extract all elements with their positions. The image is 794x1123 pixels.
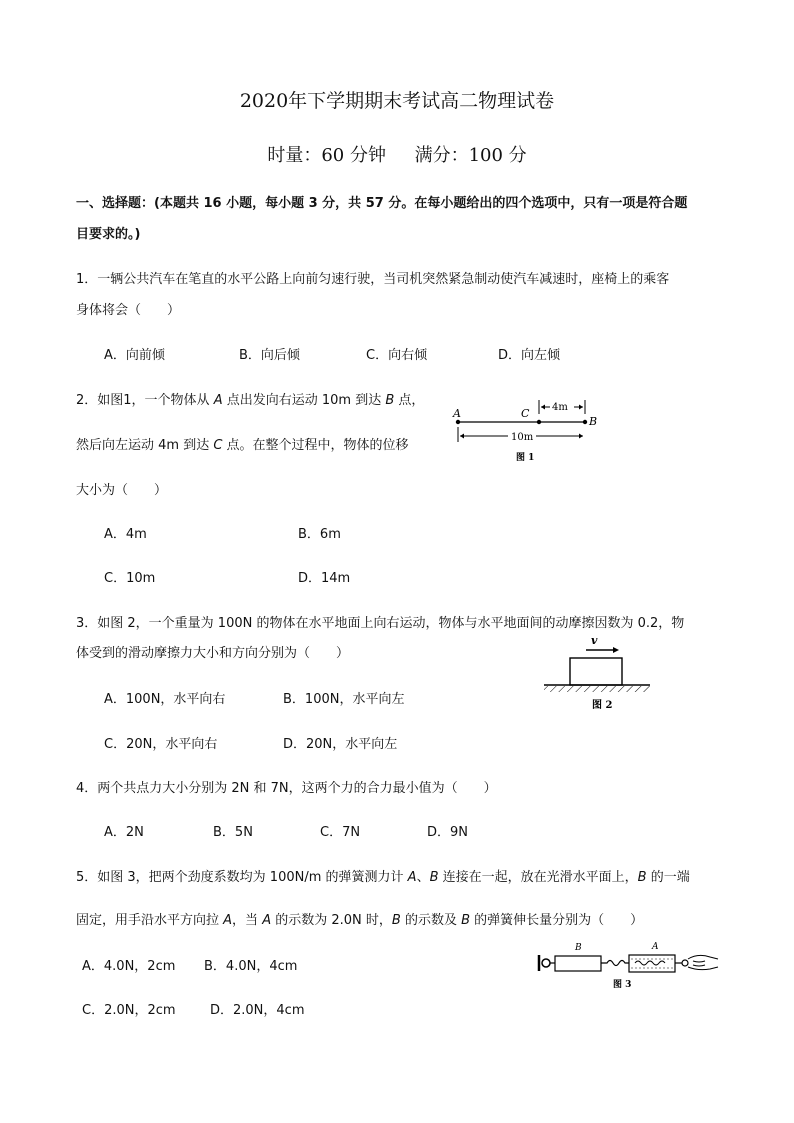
q2-option-c[interactable]: C．10m xyxy=(104,571,156,586)
fig3-label-a: A xyxy=(652,942,659,952)
q5-option-c[interactable]: C．2.0N，2cm xyxy=(82,1003,176,1018)
full-score: 满分：100 分 xyxy=(414,145,527,166)
q5-option-b[interactable]: B．4.0N，4cm xyxy=(204,959,298,974)
q4-option-c[interactable]: C．7N xyxy=(320,825,361,840)
time-limit: 时量：60 分钟 xyxy=(267,145,386,166)
block xyxy=(570,658,622,685)
fig3-label-b: B xyxy=(575,943,582,953)
q1-option-a[interactable]: A．向前倾 xyxy=(104,348,165,363)
exam-title: 2020年下学期期末考试高二物理试卷 xyxy=(239,90,555,112)
section-heading-line1: 一、选择题：(本题共 16 小题，每小题 3 分，共 57 分。在每小题给出的四个选项中，只有一项是符合题 xyxy=(76,196,688,211)
q5-stem-line2: 固定，用手沿水平方向拉 A，当 A 的示数为 2.0N 时，B 的示数及 B 的弹簧伸长量分别为（ ） xyxy=(76,913,644,928)
fig2-caption: 图 2 xyxy=(592,700,613,711)
figure-1-line-segment xyxy=(448,394,608,464)
fig1-caption: 图 1 xyxy=(516,453,535,463)
figure-3-spring-scales xyxy=(535,937,720,993)
figure-2-block-on-ground xyxy=(542,632,652,714)
fig1-label-a: A xyxy=(453,407,461,420)
fig1-length-4m: 4m xyxy=(552,402,568,413)
q1-option-b[interactable]: B．向后倾 xyxy=(239,348,300,363)
q2-stem-line3: 大小为（ ） xyxy=(76,483,168,498)
hand-icon xyxy=(688,955,718,969)
q1-option-d[interactable]: D．向左倾 xyxy=(498,348,561,363)
q5-option-d[interactable]: D．2.0N，4cm xyxy=(210,1003,305,1018)
fig3-caption: 图 3 xyxy=(613,980,632,990)
q2-stem-line1: 2．如图1，一个物体从 A 点出发向右运动 10m 到达 B 点， xyxy=(76,393,425,408)
q5-stem-line1: 5．如图 3，把两个劲度系数均为 100N/m 的弹簧测力计 A、B 连接在一起，放在光滑水平面上，B 的一端 xyxy=(76,870,690,885)
q3-stem-line2: 体受到的滑动摩擦力大小和方向分别为（ ） xyxy=(76,646,350,661)
q4-stem-line1: 4．两个共点力大小分别为 2N 和 7N，这两个力的合力最小值为（ ） xyxy=(76,781,497,796)
q3-stem-line1: 3．如图 2，一个重量为 100N 的物体在水平地面上向右运动，物体与水平地面间的动摩擦因数为 0.2，物 xyxy=(76,616,685,631)
scale-a xyxy=(629,955,675,972)
q2-stem-line2: 然后向左运动 4m 到达 C 点。在整个过程中，物体的位移 xyxy=(76,438,409,453)
section-heading-line2: 目要求的。) xyxy=(76,227,141,242)
scale-b xyxy=(555,956,601,971)
velocity-label: v xyxy=(591,634,598,647)
q5-option-a[interactable]: A．4.0N，2cm xyxy=(82,959,176,974)
q4-option-d[interactable]: D．9N xyxy=(427,825,469,840)
q4-option-a[interactable]: A．2N xyxy=(104,825,144,840)
fig1-label-c: C xyxy=(521,407,530,420)
fig1-length-10m: 10m xyxy=(511,432,534,443)
exam-info xyxy=(0,141,794,167)
q1-stem-line1: 1．一辆公共汽车在笔直的水平公路上向前匀速行驶，当司机突然紧急制动使汽车减速时，座椅上的乘客 xyxy=(76,272,670,287)
q1-stem-line2: 身体将会（ ） xyxy=(76,303,181,318)
q1-option-c[interactable]: C．向右倾 xyxy=(366,348,428,363)
q2-option-a[interactable]: A．4m xyxy=(104,527,147,542)
q3-option-d[interactable]: D．20N，水平向左 xyxy=(283,737,398,752)
q3-option-b[interactable]: B．100N，水平向左 xyxy=(283,692,405,707)
q3-option-a[interactable]: A．100N，水平向右 xyxy=(104,692,226,707)
fig1-label-b: B xyxy=(589,415,598,428)
q2-option-b[interactable]: B．6m xyxy=(298,527,341,542)
q3-option-c[interactable]: C．20N，水平向右 xyxy=(104,737,218,752)
q4-option-b[interactable]: B．5N xyxy=(213,825,253,840)
q2-option-d[interactable]: D．14m xyxy=(298,571,351,586)
